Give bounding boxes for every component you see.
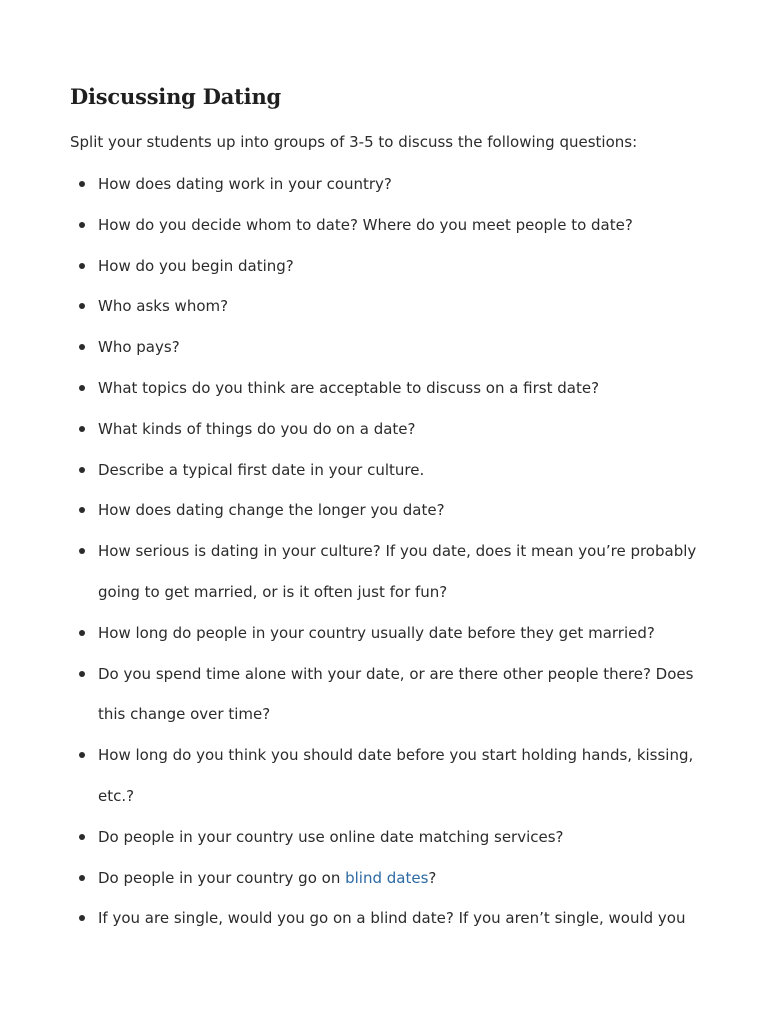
page-title: Discussing Dating: [70, 84, 281, 109]
list-item: How does dating work in your country?: [70, 164, 700, 205]
list-item: How serious is dating in your culture? If you date, does it mean you’re probably going to get married, or is it often just for fun?: [70, 531, 700, 613]
list-item: Who asks whom?: [70, 286, 700, 327]
list-item: How do you begin dating?: [70, 246, 700, 287]
list-item-text: ?: [428, 868, 437, 887]
list-item: How long do you think you should date before you start holding hands, kissing, etc.?: [70, 735, 700, 817]
list-item: [70, 858, 700, 899]
list-item: Do people in your country use online date matching services?: [70, 817, 700, 858]
question-list: [70, 164, 700, 939]
list-item: What kinds of things do you do on a date?: [70, 409, 700, 450]
list-item: If you are single, would you go on a blind date? If you aren’t single, would you: [70, 898, 700, 939]
list-item-text: Do people in your country go on: [98, 868, 346, 887]
list-item: What topics do you think are acceptable to discuss on a first date?: [70, 368, 700, 409]
list-item: Describe a typical first date in your culture.: [70, 450, 700, 491]
list-item: Do you spend time alone with your date, or are there other people there? Does this change over time?: [70, 654, 700, 736]
intro-text: Split your students up into groups of 3-5 to discuss the following questions:: [70, 133, 638, 151]
blind-dates-link[interactable]: blind dates: [345, 868, 429, 887]
list-item: Who pays?: [70, 327, 700, 368]
list-item: How does dating change the longer you date?: [70, 490, 700, 531]
list-item: How long do people in your country usually date before they get married?: [70, 613, 700, 654]
list-item: How do you decide whom to date? Where do you meet people to date?: [70, 205, 700, 246]
